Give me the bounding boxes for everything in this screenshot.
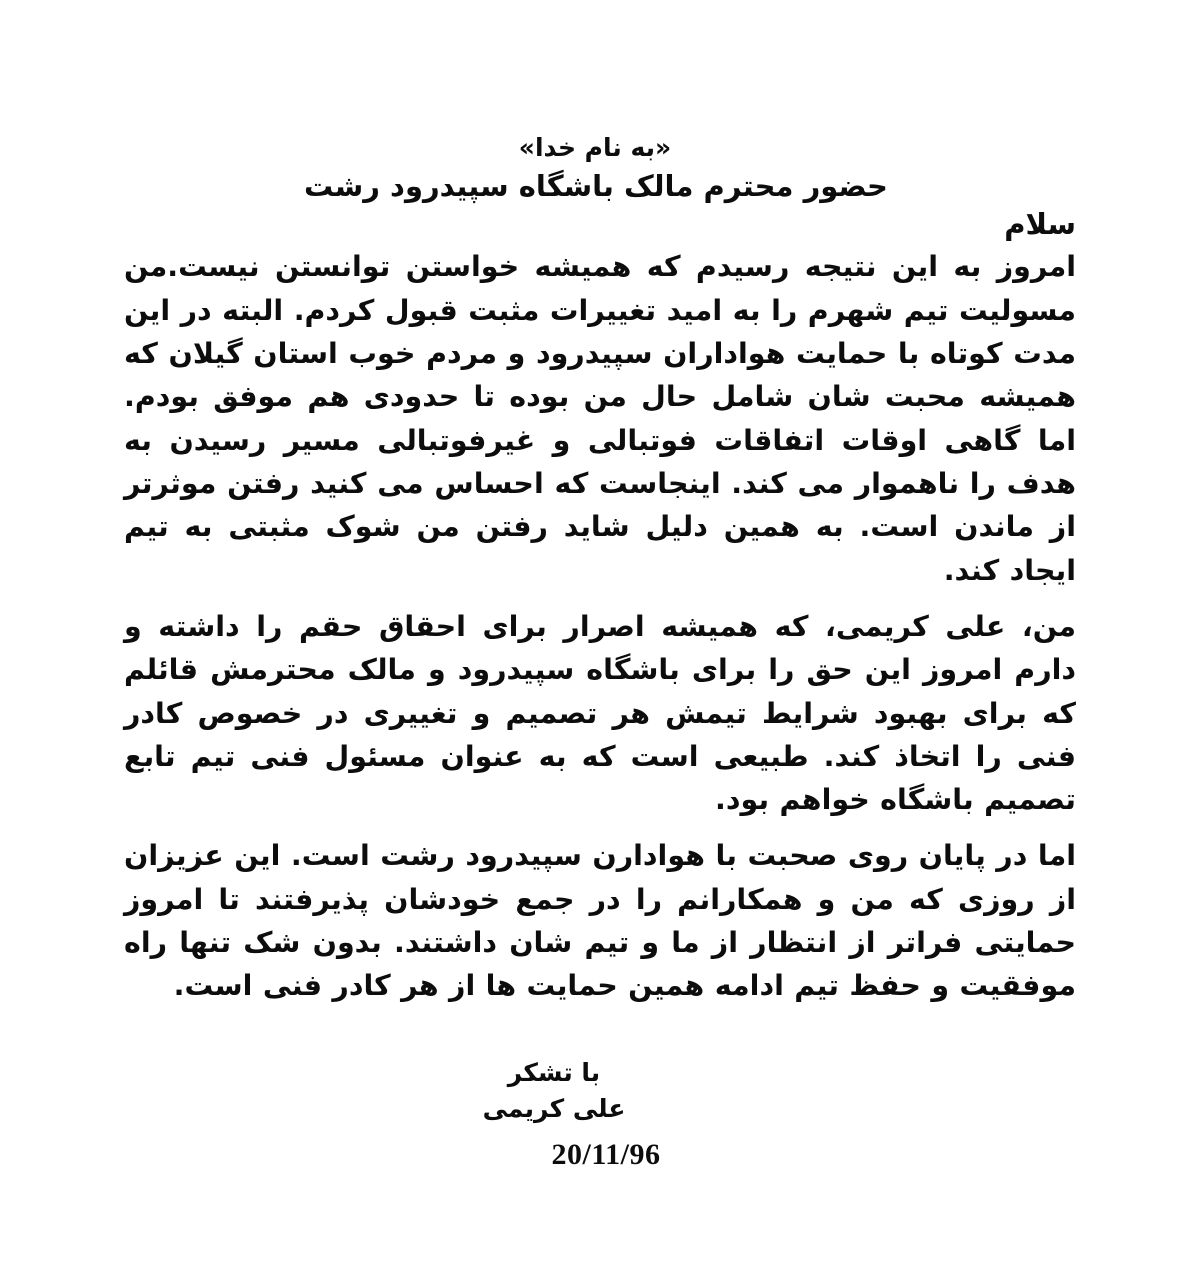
- addressee-line: حضور محترم مالک باشگاه سپیدرود رشت: [304, 169, 888, 203]
- body-paragraph-1: امروز به این نتیجه رسیدم که همیشه خواستن توانستن نیست.من مسولیت تیم شهرم را به امید تغییرات مثبت قبول کردم. البته در این مدت کوتاه با حمایت هواداران سپیدرود و مردم خوب استان گیلان که همیشه محبت شان شامل حال من بوده تا حدودی هم موفق بودم. اما گاهی اوقات اتفاقات فوتبالی و غیرفوتبالی مسیر رسیدن به هدف را ناهموار می کند. اینجاست که احساس می کنید رفتن موثرتر از ماندن است. به همین دلیل شاید رفتن من شوک مثبتی به تیم ایجاد کند.: [124, 250, 1076, 587]
- signature-name: علی کریمی: [482, 1093, 626, 1123]
- bismillah-line: «به نام خدا»: [518, 133, 672, 162]
- signature-block: [0, 1055, 1200, 1172]
- signature-closing: با تشکر: [507, 1058, 601, 1087]
- greeting-line: سلام: [1004, 206, 1076, 241]
- signature-date: 20/11/96: [551, 1138, 661, 1171]
- letter-content: [124, 132, 1076, 1008]
- body-paragraph-2: من، علی کریمی، که همیشه اصرار برای احقاق حقم را داشته و دارم امروز این حق را برای باشگاه سپیدرود و مالک محترمش قائلم که برای بهبود شرایط تیمش هر تصمیم و تغییری در خصوص کادر فنی را اتخاذ کند. طبیعی است که به عنوان مسئول فنی تیم تابع تصمیم باشگاه خواهم بود.: [124, 609, 1076, 817]
- body-paragraph-3: اما در پایان روی صحبت با هوادارن سپیدرود رشت است. این عزیزان از روزی که من و همکارانم را در جمع خودشان پذیرفتند تا امروز حمایتی فراتر از انتظار از ما و تیم شان داشتند. بدون شک تنها راه موفقیت و حفظ تیم ادامه همین حمایت ها از هر کادر فنی است.: [124, 839, 1076, 1003]
